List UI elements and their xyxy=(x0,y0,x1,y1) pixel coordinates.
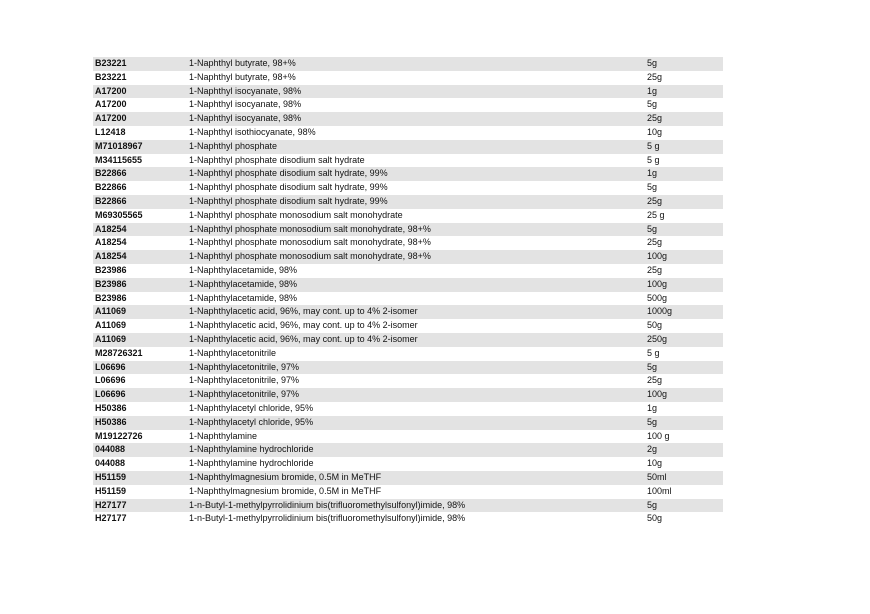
product-code: A18254 xyxy=(95,237,127,248)
package-size: 50ml xyxy=(647,471,667,482)
product-description: 1-Naphthylacetyl chloride, 95% xyxy=(189,402,314,413)
product-code: M28726321 xyxy=(95,347,143,358)
table-row xyxy=(93,457,723,471)
product-description: 1-Naphthylamine hydrochloride xyxy=(189,444,314,455)
package-size: 50g xyxy=(647,513,663,524)
product-code: B23221 xyxy=(95,71,127,82)
package-size: 5g xyxy=(647,361,658,372)
package-size: 1g xyxy=(647,85,658,96)
package-size: 2g xyxy=(647,444,658,455)
product-code: B23221 xyxy=(95,58,127,68)
table-row xyxy=(93,209,723,223)
package-size: 100 g xyxy=(647,430,670,441)
product-code: L06696 xyxy=(95,389,126,400)
product-code: A17200 xyxy=(95,113,127,124)
table-row xyxy=(93,223,723,237)
package-size: 25g xyxy=(647,264,663,275)
product-code: H27177 xyxy=(95,513,127,524)
product-description: 1-Naphthylmagnesium bromide, 0.5M in MeTHF xyxy=(189,485,382,496)
product-description: 1-Naphthyl isothiocyanate, 98% xyxy=(189,126,316,137)
product-code: H27177 xyxy=(95,499,127,510)
package-size: 5 g xyxy=(647,140,660,151)
table-row xyxy=(93,140,723,154)
package-size: 50g xyxy=(647,320,663,331)
package-size: 5g xyxy=(647,58,658,68)
table-row xyxy=(93,333,723,347)
product-code: 044088 xyxy=(95,458,126,469)
product-description: 1-Naphthyl phosphate monosodium salt monohydrate, 98+% xyxy=(189,251,431,262)
product-description: 1-Naphthylacetonitrile, 97% xyxy=(189,389,300,400)
product-code: A17200 xyxy=(95,99,127,110)
product-description: 1-Naphthylamine xyxy=(189,430,258,441)
product-code: B22866 xyxy=(95,182,127,193)
package-size: 5g xyxy=(647,99,658,110)
table-row xyxy=(93,319,723,333)
product-description: 1-Naphthyl phosphate xyxy=(189,140,278,151)
product-description: 1-Naphthylmagnesium bromide, 0.5M in MeTHF xyxy=(189,471,382,482)
product-description: 1-Naphthylacetamide, 98% xyxy=(189,278,298,289)
package-size: 25g xyxy=(647,195,663,206)
table-row xyxy=(93,292,723,306)
product-code: H50386 xyxy=(95,402,127,413)
table-row xyxy=(93,264,723,278)
product-description: 1-Naphthyl isocyanate, 98% xyxy=(189,113,302,124)
package-size: 10g xyxy=(647,458,663,469)
product-code: B23986 xyxy=(95,264,127,275)
product-code: 044088 xyxy=(95,444,126,455)
product-code: H51159 xyxy=(95,485,127,496)
table-row xyxy=(93,388,723,402)
product-description: 1-n-Butyl-1-methylpyrrolidinium bis(trifluoromethylsulfonyl)imide, 98% xyxy=(189,499,466,510)
package-size: 100g xyxy=(647,278,668,289)
package-size: 100g xyxy=(647,389,668,400)
product-description: 1-Naphthyl phosphate disodium salt hydrate, 99% xyxy=(189,168,388,179)
product-code: A17200 xyxy=(95,85,127,96)
table-row xyxy=(93,485,723,499)
product-description: 1-Naphthylacetonitrile xyxy=(189,347,277,358)
table-row xyxy=(93,167,723,181)
product-description: 1-Naphthylacetamide, 98% xyxy=(189,292,298,303)
package-size: 5g xyxy=(647,416,658,427)
product-description: 1-Naphthyl phosphate monosodium salt monohydrate xyxy=(189,209,403,220)
product-table xyxy=(93,57,723,526)
product-code: M19122726 xyxy=(95,430,143,441)
package-size: 100ml xyxy=(647,485,672,496)
table-row xyxy=(93,236,723,250)
product-description: 1-Naphthylacetic acid, 96%, may cont. up to 4% 2-isomer xyxy=(189,306,418,317)
table-row xyxy=(93,443,723,457)
product-description: 1-Naphthylacetamide, 98% xyxy=(189,264,298,275)
table-row xyxy=(93,57,723,71)
table-row xyxy=(93,112,723,126)
table-row xyxy=(93,126,723,140)
table-row xyxy=(93,154,723,168)
product-description: 1-Naphthyl phosphate monosodium salt monohydrate, 98+% xyxy=(189,237,431,248)
product-code: A18254 xyxy=(95,251,127,262)
product-description: 1-Naphthylacetic acid, 96%, may cont. up to 4% 2-isomer xyxy=(189,320,418,331)
package-size: 5g xyxy=(647,499,658,510)
product-code: L12418 xyxy=(95,126,126,137)
table-row xyxy=(93,402,723,416)
product-description: 1-Naphthylacetic acid, 96%, may cont. up to 4% 2-isomer xyxy=(189,333,418,344)
product-description: 1-Naphthylamine hydrochloride xyxy=(189,458,314,469)
package-size: 5 g xyxy=(647,347,660,358)
table-row xyxy=(93,305,723,319)
package-size: 10g xyxy=(647,126,663,137)
table-row xyxy=(93,361,723,375)
package-size: 1g xyxy=(647,168,658,179)
package-size: 1000g xyxy=(647,306,673,317)
product-description: 1-Naphthylacetonitrile, 97% xyxy=(189,375,300,386)
table-row xyxy=(93,374,723,388)
table-row xyxy=(93,499,723,513)
package-size: 500g xyxy=(647,292,668,303)
table-row xyxy=(93,85,723,99)
product-code: B23986 xyxy=(95,292,127,303)
package-size: 5g xyxy=(647,223,658,234)
table-row xyxy=(93,278,723,292)
product-code: B22866 xyxy=(95,195,127,206)
table-row xyxy=(93,195,723,209)
package-size: 250g xyxy=(647,333,668,344)
product-description: 1-Naphthylacetonitrile, 97% xyxy=(189,361,300,372)
product-description: 1-Naphthylacetyl chloride, 95% xyxy=(189,416,314,427)
product-description: 1-n-Butyl-1-methylpyrrolidinium bis(trifluoromethylsulfonyl)imide, 98% xyxy=(189,513,466,524)
product-code: L06696 xyxy=(95,375,126,386)
package-size: 25 g xyxy=(647,209,665,220)
product-code: M69305565 xyxy=(95,209,143,220)
table-row xyxy=(93,250,723,264)
product-code: M71018967 xyxy=(95,140,143,151)
table-row xyxy=(93,181,723,195)
product-code: H51159 xyxy=(95,471,127,482)
package-size: 25g xyxy=(647,375,663,386)
table-row xyxy=(93,347,723,361)
table-row xyxy=(93,430,723,444)
table-row xyxy=(93,71,723,85)
product-code: A11069 xyxy=(95,333,127,344)
product-code: A11069 xyxy=(95,320,127,331)
table-row xyxy=(93,416,723,430)
product-description: 1-Naphthyl phosphate disodium salt hydrate, 99% xyxy=(189,195,388,206)
product-description: 1-Naphthyl phosphate monosodium salt monohydrate, 98+% xyxy=(189,223,431,234)
product-description: 1-Naphthyl phosphate disodium salt hydrate xyxy=(189,154,365,165)
product-description: 1-Naphthyl butyrate, 98+% xyxy=(189,71,296,82)
product-description: 1-Naphthyl isocyanate, 98% xyxy=(189,99,302,110)
package-size: 5 g xyxy=(647,154,660,165)
product-code: A18254 xyxy=(95,223,127,234)
product-code: A11069 xyxy=(95,306,127,317)
product-description: 1-Naphthyl isocyanate, 98% xyxy=(189,85,302,96)
table-row xyxy=(93,98,723,112)
package-size: 25g xyxy=(647,113,663,124)
package-size: 25g xyxy=(647,237,663,248)
product-code: M34115655 xyxy=(95,154,143,165)
table-row xyxy=(93,471,723,485)
package-size: 25g xyxy=(647,71,663,82)
product-code: H50386 xyxy=(95,416,127,427)
table-row xyxy=(93,512,723,526)
package-size: 100g xyxy=(647,251,668,262)
product-description: 1-Naphthyl phosphate disodium salt hydrate, 99% xyxy=(189,182,388,193)
product-code: B23986 xyxy=(95,278,127,289)
package-size: 5g xyxy=(647,182,658,193)
product-description: 1-Naphthyl butyrate, 98+% xyxy=(189,58,296,68)
product-code: L06696 xyxy=(95,361,126,372)
product-code: B22866 xyxy=(95,168,127,179)
package-size: 1g xyxy=(647,402,658,413)
